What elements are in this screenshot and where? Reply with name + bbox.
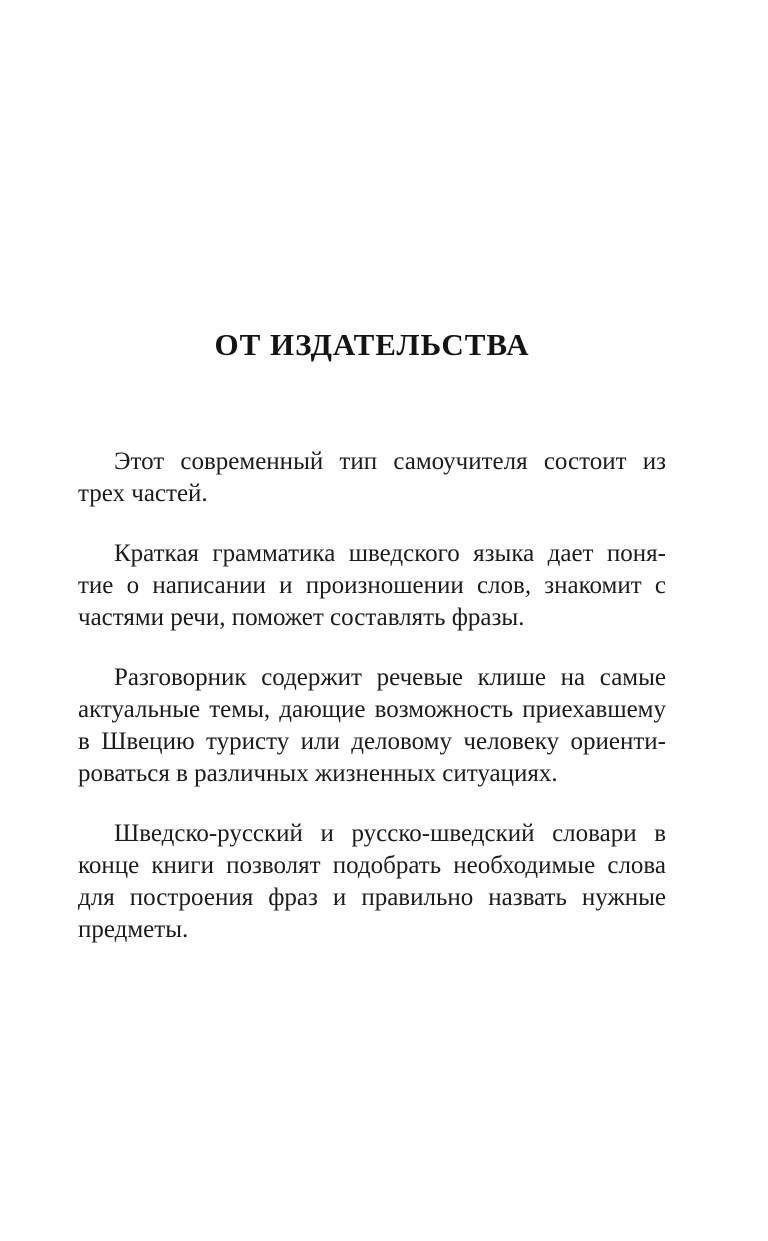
page-body: [78, 446, 666, 946]
text-line: актуальные темы, дающие возможность приехавшему: [78, 696, 666, 723]
paragraph: [78, 446, 666, 510]
text-line: роваться в различных жизненных ситуациях.: [78, 760, 558, 787]
text-column: [78, 0, 666, 946]
text-line: для построения фраз и правильно назвать нужные: [78, 884, 666, 911]
paragraph: [78, 538, 666, 634]
text-line: частями речи, поможет составлять фразы.: [78, 604, 525, 631]
page-title: ОТ ИЗДАТЕЛЬСТВА: [214, 327, 530, 362]
text-line: Этот современный тип самоучителя состоит из: [114, 448, 666, 475]
text-line: тие о написании и произношении слов, знакомит с: [78, 572, 666, 599]
paragraph: [78, 818, 666, 946]
text-line: Разговорник содержит речевые клише на самые: [114, 664, 666, 691]
text-line: трех частей.: [78, 480, 208, 507]
text-line: Краткая грамматика шведского языка дает поня-: [114, 540, 666, 567]
text-line: конце книги позволят подобрать необходимые слова: [78, 852, 666, 879]
paragraph: [78, 662, 666, 790]
text-line: предметы.: [78, 916, 189, 943]
text-line: в Швецию туристу или деловому человеку ориенти-: [78, 728, 666, 755]
text-line: Шведско-русский и русско-шведский словари в: [114, 820, 666, 847]
